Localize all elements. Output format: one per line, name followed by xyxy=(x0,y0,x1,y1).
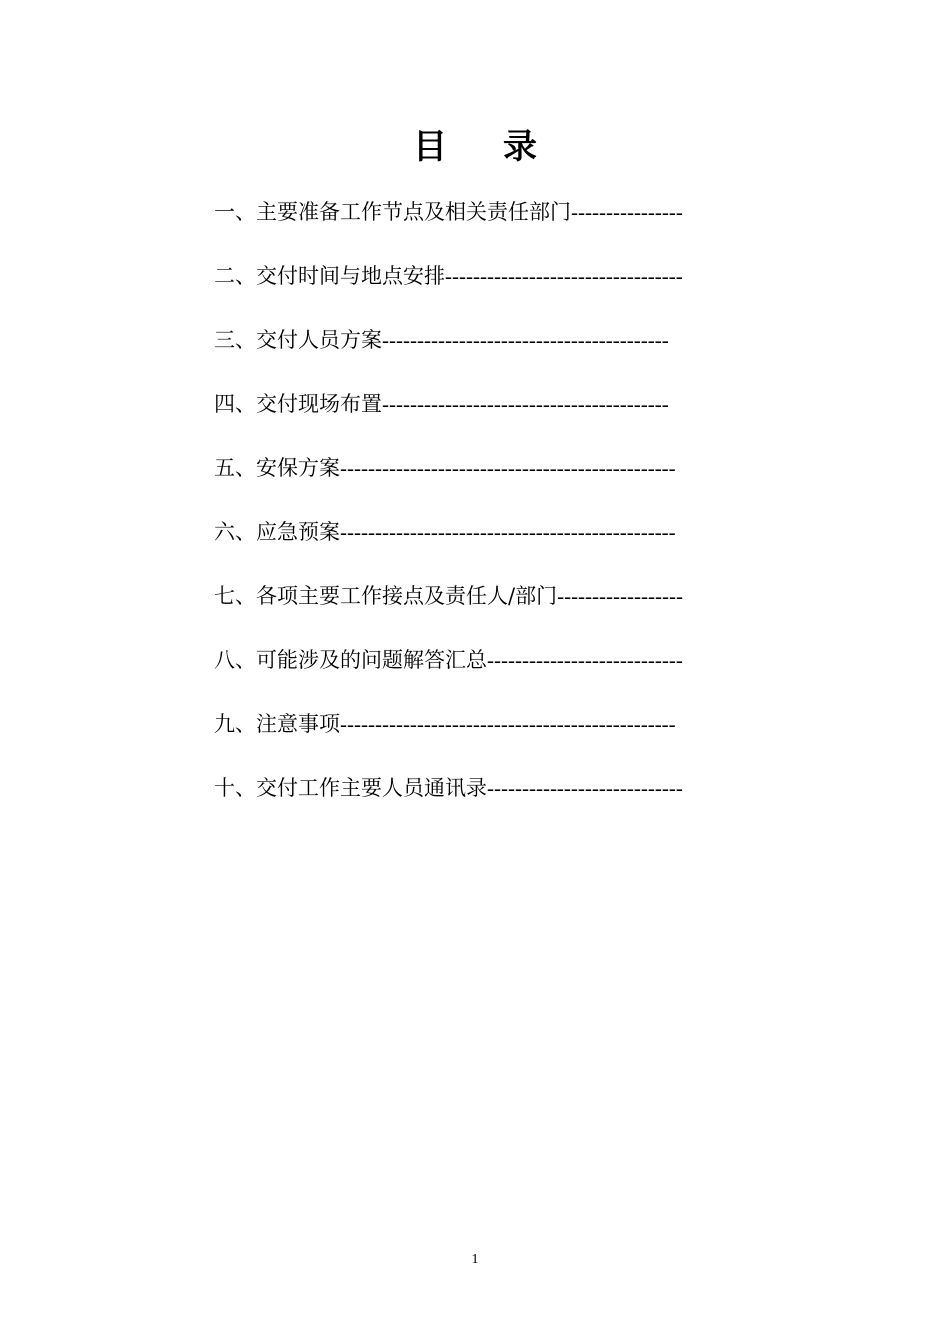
toc-entry xyxy=(214,756,720,820)
toc-entry xyxy=(214,692,720,756)
toc-entry-label: 三、交付人员方案 xyxy=(214,328,382,352)
toc-entry-label: 十、交付工作主要人员通讯录 xyxy=(214,776,487,800)
toc-entry-label: 四、交付现场布置 xyxy=(214,392,382,416)
toc-entry-leader: ------------------ xyxy=(557,584,683,608)
toc-entry-leader: ---------------------------- xyxy=(487,648,683,672)
toc-entry xyxy=(214,180,720,244)
toc-entry xyxy=(214,436,720,500)
toc-list xyxy=(214,180,720,820)
toc-entry-label: 五、安保方案 xyxy=(214,456,340,480)
toc-entry-label: 二、交付时间与地点安排 xyxy=(214,264,445,288)
toc-entry-label: 七、各项主要工作接点及责任人/部门 xyxy=(214,584,558,608)
toc-entry xyxy=(214,244,720,308)
toc-entry-leader: ----------------------------------------- xyxy=(382,328,669,352)
toc-title: 目录 xyxy=(413,126,593,167)
toc-entry xyxy=(214,628,720,692)
toc-entry-leader: ------------------------------------------------ xyxy=(340,712,676,736)
toc-entry xyxy=(214,564,720,628)
toc-entry-leader: ---------------- xyxy=(571,200,683,224)
page-number: 1 xyxy=(471,1252,479,1267)
toc-entry xyxy=(214,308,720,372)
toc-entry-leader: ---------------------------------- xyxy=(445,264,683,288)
toc-entry-leader: ------------------------------------------------ xyxy=(340,456,676,480)
toc-entry-label: 八、可能涉及的问题解答汇总 xyxy=(214,648,487,672)
toc-entry-leader: ---------------------------- xyxy=(487,776,683,800)
toc-entry xyxy=(214,372,720,436)
toc-entry-label: 九、注意事项 xyxy=(214,712,340,736)
toc-entry xyxy=(214,500,720,564)
toc-entry-leader: ----------------------------------------- xyxy=(382,392,669,416)
toc-entry-label: 一、主要准备工作节点及相关责任部门 xyxy=(214,200,571,224)
toc-entry-label: 六、应急预案 xyxy=(214,520,340,544)
toc-entry-leader: ------------------------------------------------ xyxy=(340,520,676,544)
